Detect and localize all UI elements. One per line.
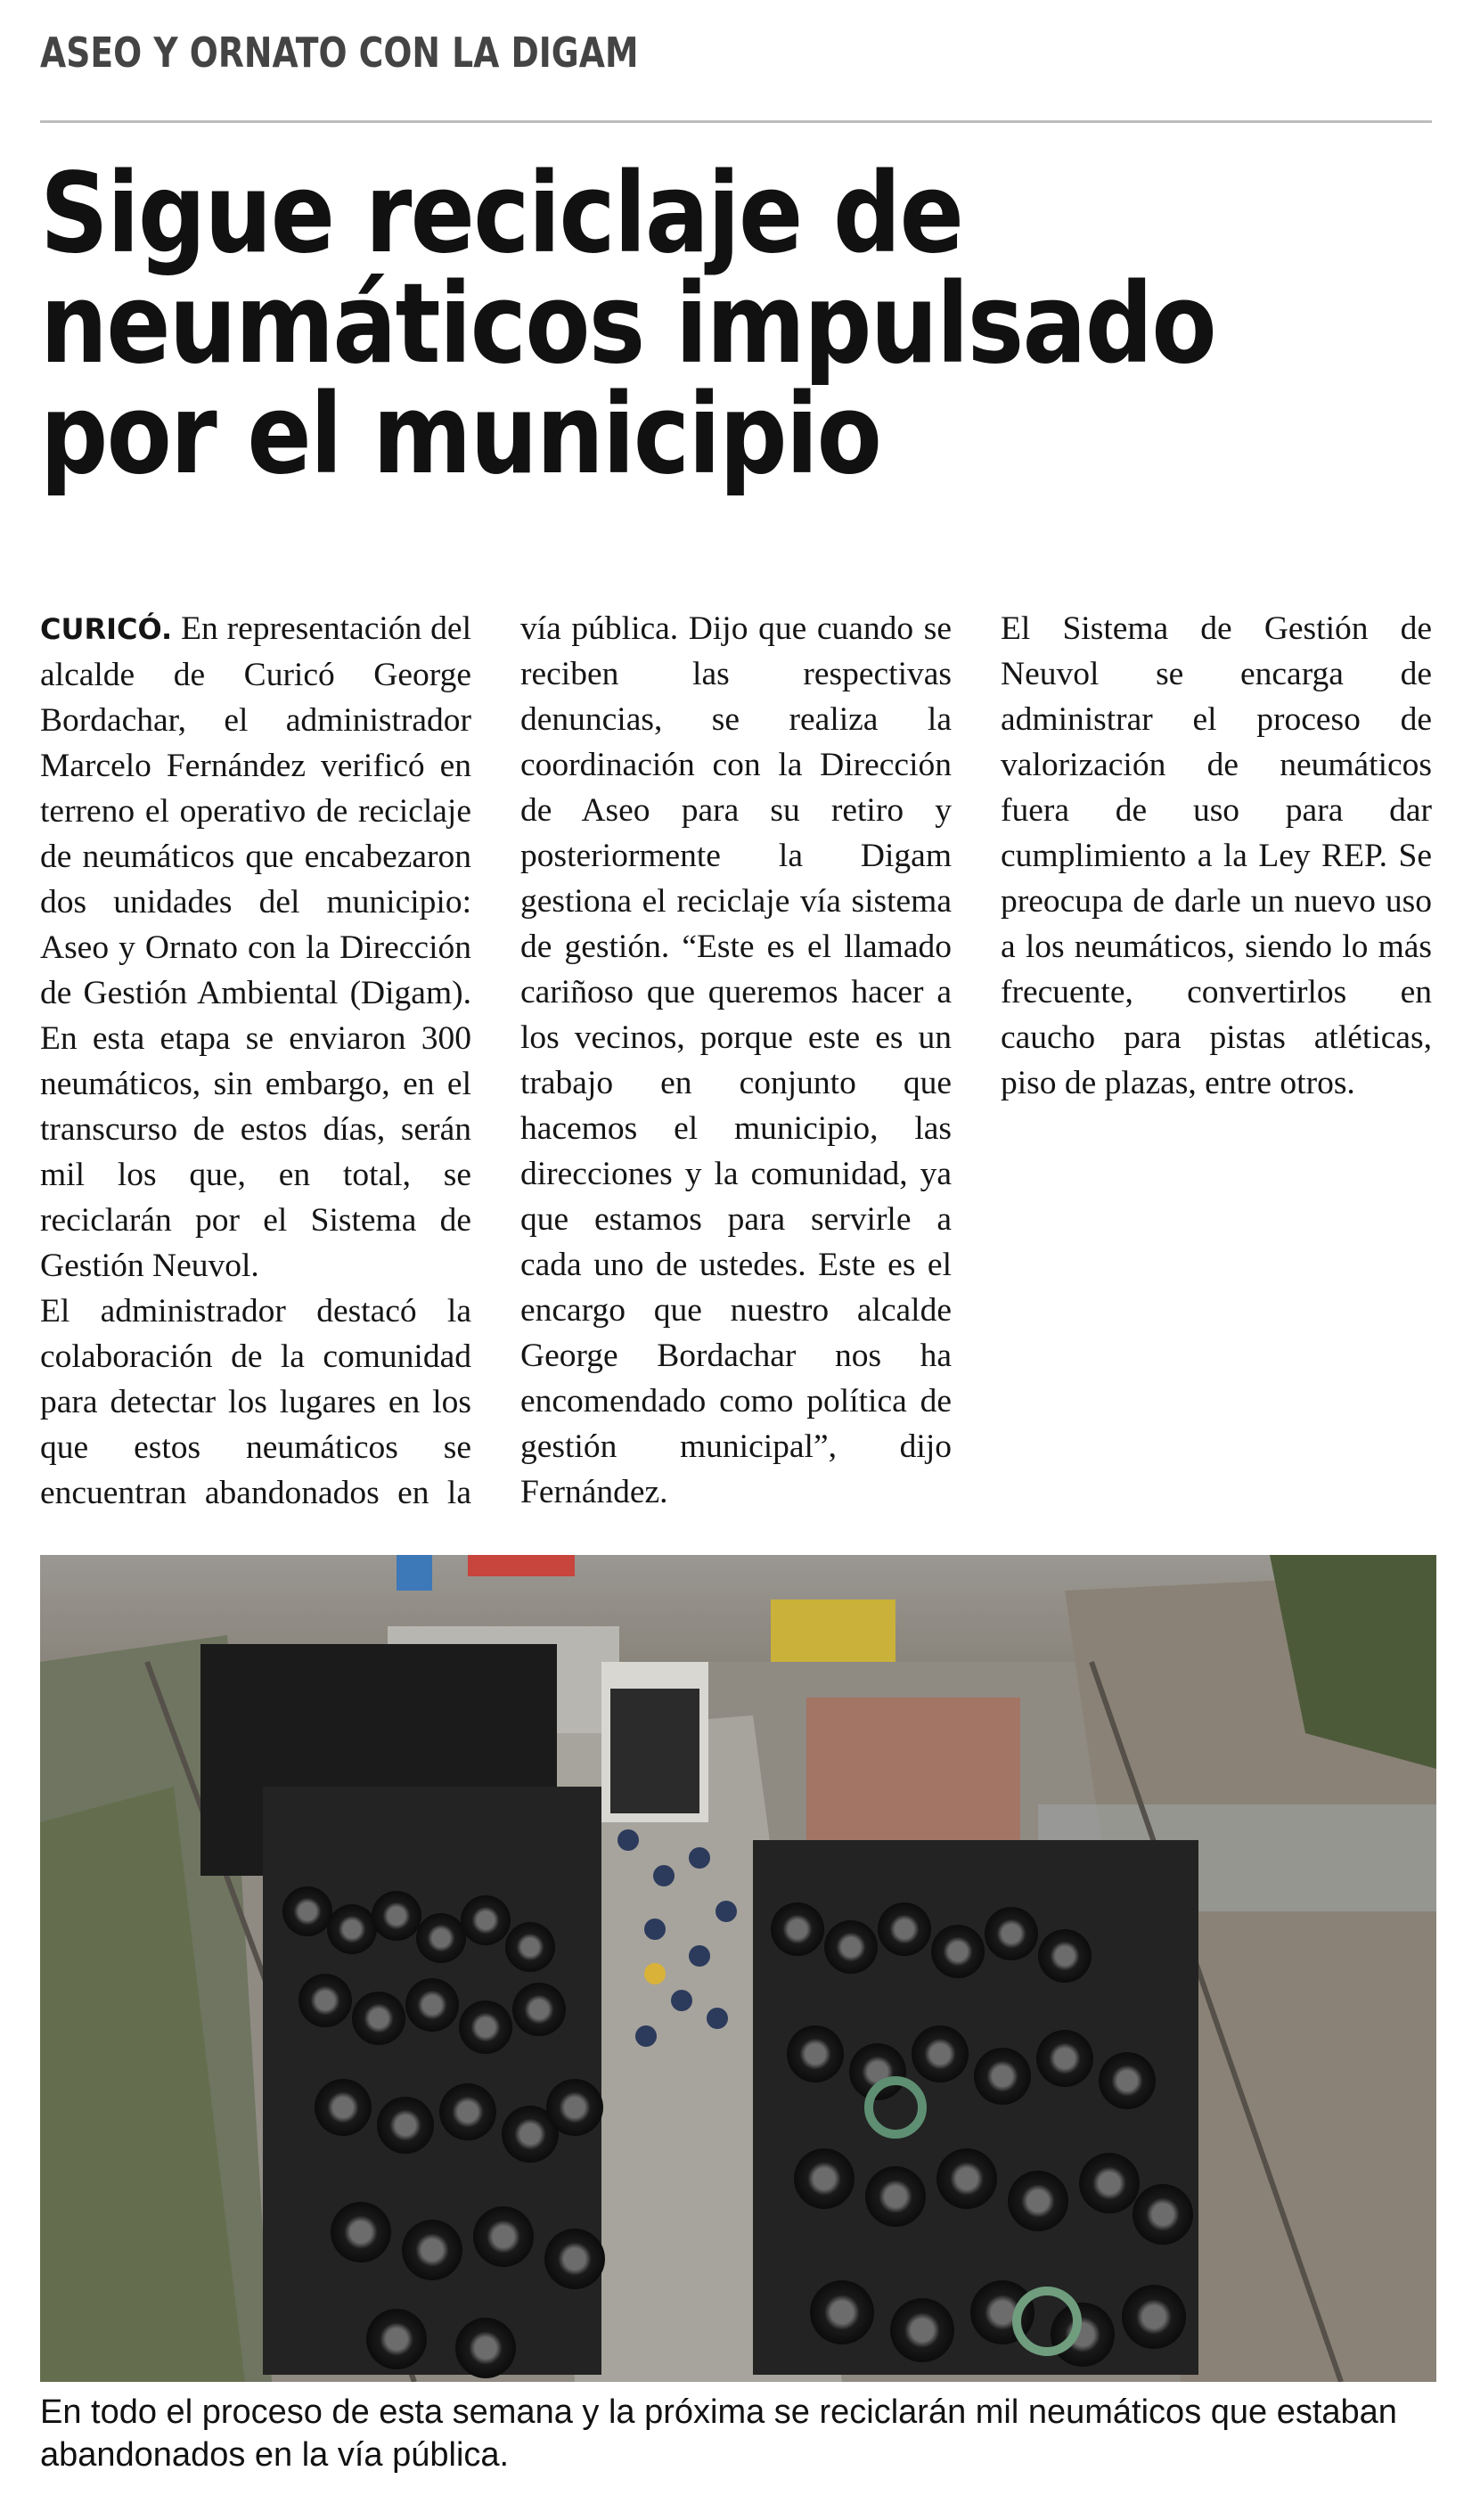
article-paragraph-2: El administrador destacó la colaboración de la comunidad para detectar los lugares en los que estos neumáticos se encuentran abandonados en la vía pública. Dijo que cuando se reciben las respectivas denuncias, se realiza la coordinación con la Dirección de Aseo para su retiro y posteriormente la Digam gestiona el reciclaje vía sistema de gestión. “Este es el llamado cariñoso que queremos hacer a los vecinos, porque este es un trabajo en conjunto que hacemos el municipio, las direcciones y la comunidad, ya que estamos para servirle a cada uno de ustedes. Este es el encargo que nuestro alcalde George Bordachar nos ha encomendado como política de gestión municipal”, dijo Fernández.: [40, 610, 952, 1511]
header-divider: [40, 120, 1432, 123]
article-paragraph-3: El Sistema de Gestión de Neuvol se encarga de administrar el proceso de valorización de neumáticos fuera de uso para dar cumplimiento a la Ley REP. Se preocupa de darle un nuevo uso a los neumáticos, siendo lo más frecuente, convertirlos en caucho para pistas atléticas, piso de plazas, entre otros.: [1001, 610, 1432, 1101]
paragraph-1-text: En representación del alcalde de Curicó George Bordachar, el administrador Marcelo Fernández verificó en terreno el operativo de reciclaje de neumáticos que encabezaron dos unidades del municipio: Aseo y Ornato con la Dirección de Gestión Ambiental (Digam). En esta etapa se enviaron 300 neumáticos, sin embargo, en el transcurso de estos días, serán mil los que, en total, se reciclarán por el Sistema de Gestión Neuvol.: [40, 610, 471, 1284]
headline-line-2: neumáticos impulsado: [40, 260, 1215, 389]
aerial-photo-tire-yard: [40, 1555, 1436, 2382]
dateline: CURICÓ.: [40, 612, 173, 646]
headline-line-3: por el municipio: [40, 371, 881, 499]
article-headline: [40, 150, 1215, 499]
headline-line-1: Sigue reciclaje de: [40, 150, 963, 278]
section-label: ASEO Y ORNATO CON LA DIGAM: [40, 29, 639, 77]
photo-caption: En todo el proceso de esta semana y la próxima se reciclarán mil neumáticos que estaban abandonados en la vía pública.: [40, 2393, 1397, 2474]
article-body: [40, 606, 1432, 1533]
article-paragraph-1: [40, 606, 471, 1289]
